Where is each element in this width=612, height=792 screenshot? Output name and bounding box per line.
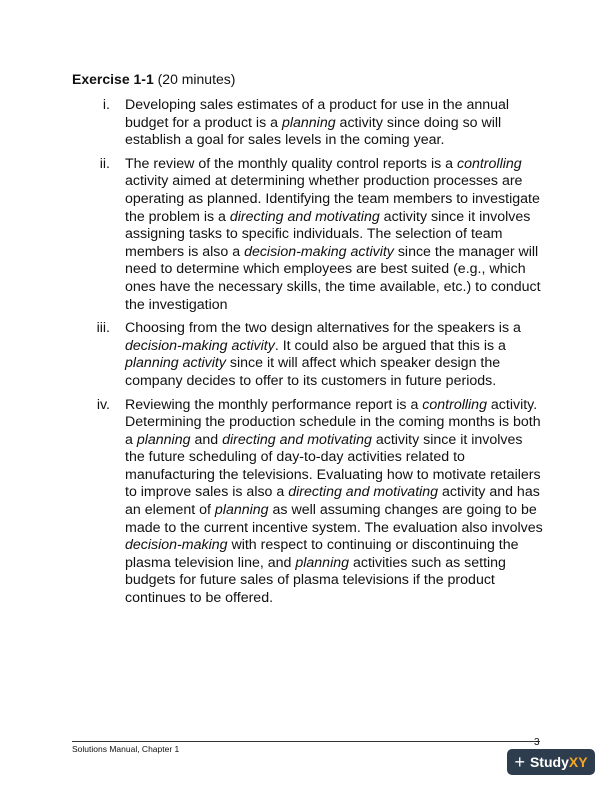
emphasized-term: planning bbox=[136, 431, 191, 448]
text-run: as well assuming changes are going to be made to the current incentive system. The evaluation also involves bbox=[125, 502, 543, 536]
text-run: Choosing from the two design alternatives for the speakers is a bbox=[125, 320, 521, 337]
list-item bbox=[72, 97, 544, 150]
answer-list bbox=[72, 97, 544, 614]
list-item-text bbox=[125, 320, 544, 390]
badge-brand: Study bbox=[529, 754, 569, 770]
emphasized-term: controlling bbox=[456, 155, 522, 172]
text-run: Developing sales estimates of a product for use in the annual budget for a product is a bbox=[125, 97, 510, 131]
text-run: activity since doing so will establish a goal for sales levels in the coming year. bbox=[125, 114, 502, 149]
emphasized-term: planning activity bbox=[125, 355, 226, 372]
footer-text: Solutions Manual, Chapter 1 bbox=[72, 744, 180, 754]
text-run: . It could also be argued that this is a bbox=[274, 337, 506, 354]
list-item-text bbox=[125, 397, 544, 608]
emphasized-term: decision-making activity bbox=[125, 337, 275, 354]
list-item-number: iv. bbox=[96, 396, 110, 413]
emphasized-term: planning bbox=[214, 502, 269, 519]
emphasized-term: planning bbox=[295, 554, 350, 571]
emphasized-term: decision-making bbox=[125, 537, 228, 554]
list-item-text bbox=[125, 97, 544, 150]
text-run: since the manager will need to determine which employees are best suited (e.g., which ones have the necessary skills, the time available, etc.) to conduct the investigation bbox=[125, 243, 541, 313]
list-item-number: iii. bbox=[96, 320, 110, 337]
studyxy-badge[interactable] bbox=[507, 749, 595, 775]
emphasized-term: decision-making activity bbox=[244, 243, 394, 260]
badge-accent: XY bbox=[568, 754, 588, 770]
text-run: activity and has an element of bbox=[125, 484, 540, 519]
text-run: and bbox=[190, 431, 223, 448]
emphasized-term: directing and motivating bbox=[222, 431, 372, 448]
text-run: Reviewing the monthly performance report is a bbox=[125, 396, 423, 413]
emphasized-term: directing and motivating bbox=[229, 208, 380, 225]
list-item-number: i. bbox=[102, 97, 110, 113]
text-run: activity aimed at determining whether production processes are operating as planned. Identifying the team members to investigate the problem is a bbox=[125, 173, 540, 225]
text-run: activity. Determining the production schedule in the coming months is both a bbox=[125, 396, 541, 448]
text-run: The review of the monthly quality control reports is a bbox=[125, 155, 457, 172]
text-run: activity since it involves assigning tasks to specific individuals. The selection of team members is also a bbox=[125, 208, 531, 260]
emphasized-term: planning bbox=[281, 114, 336, 131]
emphasized-term: directing and motivating bbox=[288, 484, 439, 501]
plus-icon: + bbox=[514, 752, 525, 772]
list-item-number: ii. bbox=[99, 155, 110, 172]
list-item bbox=[72, 397, 544, 608]
text-run: activity since it involves the future scheduling of day-to-day activities related to manufacturing the televisions. Evaluating how to motivate retailers to improve sales is also a bbox=[125, 431, 541, 501]
footer-divider bbox=[72, 741, 540, 742]
page-number: 3 bbox=[534, 737, 540, 748]
list-item bbox=[72, 320, 544, 390]
text-run: since it will affect which speaker design the company decides to offer to its customers in future periods. bbox=[125, 355, 501, 389]
text-run: with respect to continuing or discontinuing the plasma television line, and bbox=[125, 537, 519, 571]
exercise-duration: (20 minutes) bbox=[157, 71, 236, 87]
exercise-heading bbox=[72, 71, 235, 88]
text-run: activities such as setting budgets for future sales of plasma televisions if the product continues to be offered. bbox=[125, 554, 506, 607]
emphasized-term: controlling bbox=[422, 396, 487, 413]
exercise-title: Exercise 1-1 bbox=[72, 71, 154, 87]
list-item bbox=[72, 156, 544, 314]
list-item-text bbox=[125, 156, 544, 314]
